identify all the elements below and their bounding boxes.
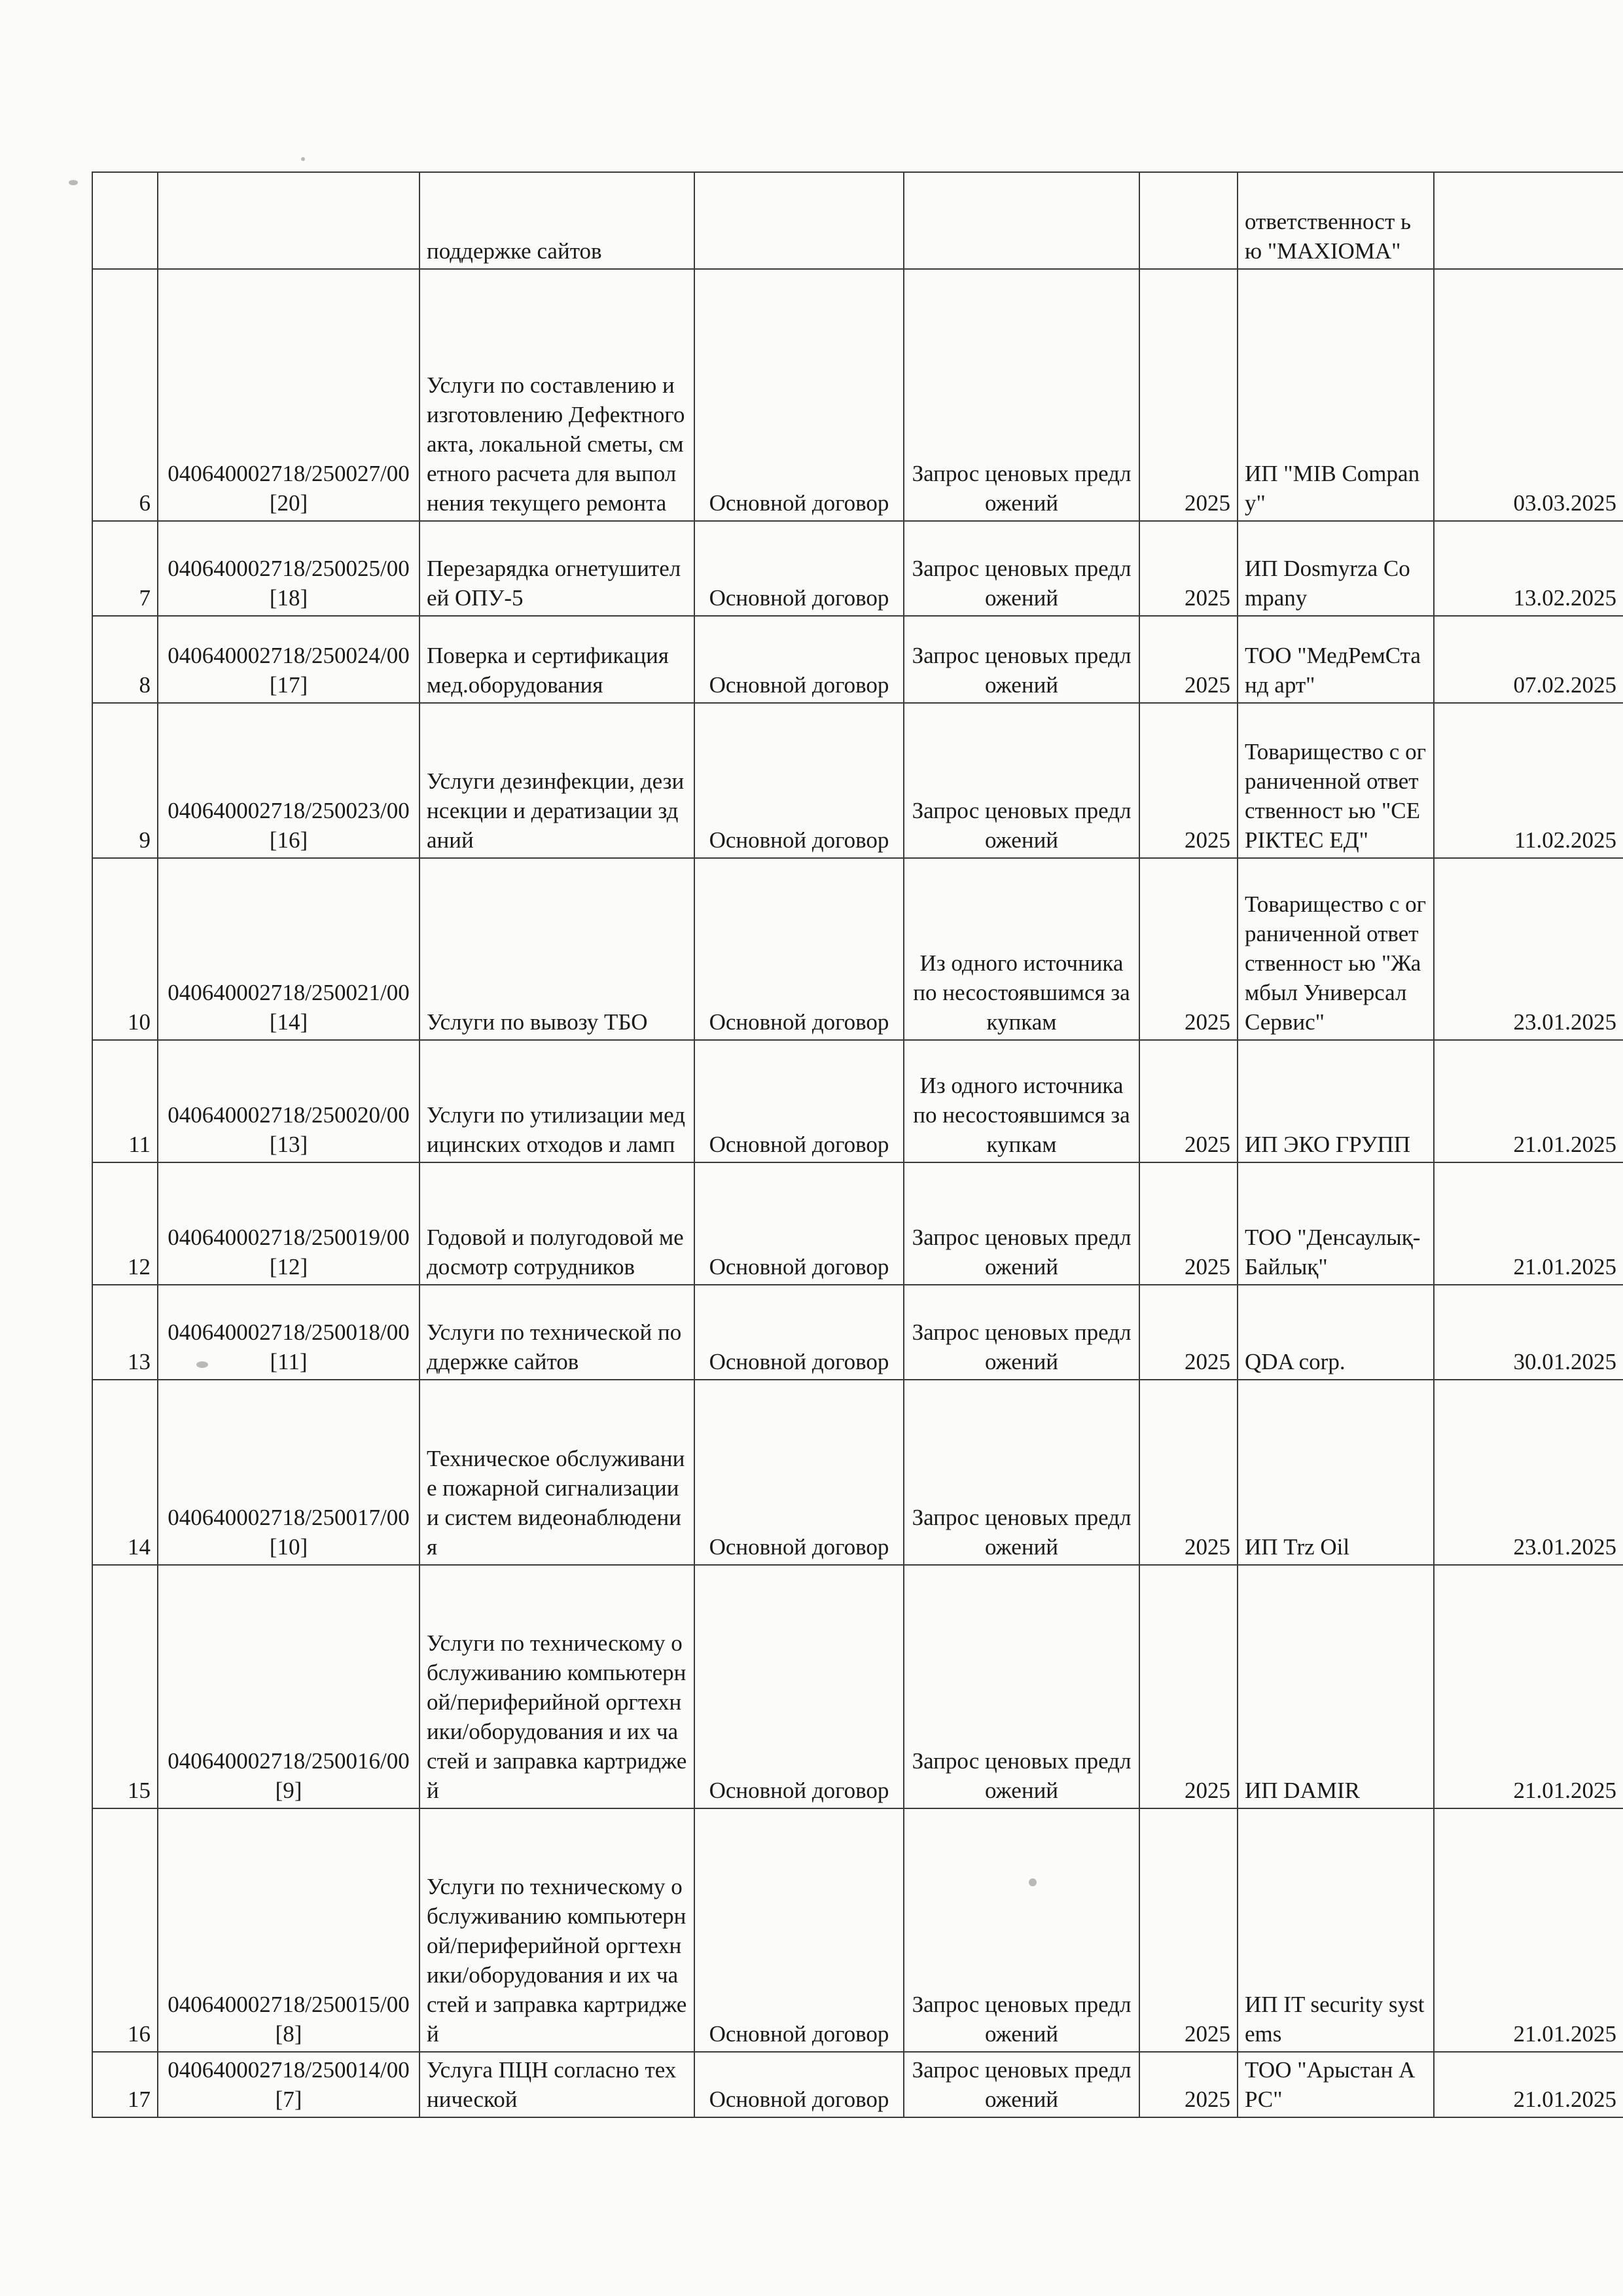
row-number-cell: 13	[92, 1285, 158, 1380]
contract-type-cell: Основной договор	[694, 616, 904, 703]
scan-speck	[69, 180, 78, 185]
procurement-method-cell: Запрос ценовых предложений	[904, 521, 1139, 616]
contract-id-cell: 040640002718/250017/00 [10]	[158, 1380, 419, 1565]
table-row	[92, 1565, 1623, 1808]
procurement-method-cell: Запрос ценовых предложений	[904, 1380, 1139, 1565]
supplier-cell: ТОО "МедРемСтанд арт"	[1238, 616, 1434, 703]
contract-id-cell: 040640002718/250025/00 [18]	[158, 521, 419, 616]
supplier-cell: ТОО "Арыстан АРС"	[1238, 2052, 1434, 2117]
row-number-cell: 15	[92, 1565, 158, 1808]
year-cell: 2025	[1139, 1162, 1238, 1285]
subject-cell: Услуги по техническому обслуживанию компьютерной/периферийной оргтехники/оборудования и их частей и заправка картриджей	[419, 1808, 694, 2052]
year-cell: 2025	[1139, 703, 1238, 858]
supplier-cell: ИП "MIB Company"	[1238, 269, 1434, 521]
supplier-cell: ответственност ью "MAXIOMA"	[1238, 172, 1434, 269]
year-cell: 2025	[1139, 616, 1238, 703]
table-row	[92, 1380, 1623, 1565]
table-row	[92, 172, 1623, 269]
supplier-cell: Товарищество с ограниченной ответственност ью "СЕРІКТЕС ЕД"	[1238, 703, 1434, 858]
contract-type-cell: Основной договор	[694, 1808, 904, 2052]
row-number-cell: 10	[92, 858, 158, 1040]
subject-cell: Техническое обслуживание пожарной сигнализации и систем видеонаблюдения	[419, 1380, 694, 1565]
contract-date-cell: 30.01.2025	[1434, 1285, 1623, 1380]
subject-cell: Услуги по техническому обслуживанию компьютерной/периферийной оргтехники/оборудования и их частей и заправка картриджей	[419, 1565, 694, 1808]
contract-type-cell: Основной договор	[694, 269, 904, 521]
supplier-cell: ИП ЭКО ГРУПП	[1238, 1040, 1434, 1162]
contract-id-cell	[158, 172, 419, 269]
contract-date-cell: 21.01.2025	[1434, 1565, 1623, 1808]
contract-date-cell: 21.01.2025	[1434, 2052, 1623, 2117]
procurement-method-cell: Из одного источника по несостоявшимся закупкам	[904, 858, 1139, 1040]
contract-id-cell: 040640002718/250015/00 [8]	[158, 1808, 419, 2052]
contract-date-cell	[1434, 172, 1623, 269]
contract-type-cell: Основной договор	[694, 521, 904, 616]
contract-type-cell: Основной договор	[694, 2052, 904, 2117]
supplier-cell: Товарищество с ограниченной ответственност ью "Жамбыл Универсал Сервис"	[1238, 858, 1434, 1040]
contract-type-cell: Основной договор	[694, 1285, 904, 1380]
contract-type-cell	[694, 172, 904, 269]
contract-date-cell: 21.01.2025	[1434, 1162, 1623, 1285]
year-cell: 2025	[1139, 1040, 1238, 1162]
contracts-table-body	[92, 172, 1623, 2117]
subject-cell: Услуги по вывозу ТБО	[419, 858, 694, 1040]
row-number-cell: 12	[92, 1162, 158, 1285]
row-number-cell: 9	[92, 703, 158, 858]
supplier-cell: QDA corp.	[1238, 1285, 1434, 1380]
contract-type-cell: Основной договор	[694, 1040, 904, 1162]
contract-type-cell: Основной договор	[694, 858, 904, 1040]
contract-type-cell: Основной договор	[694, 1380, 904, 1565]
contracts-table	[92, 171, 1623, 2118]
subject-cell: Услуги по утилизации медицинских отходов и ламп	[419, 1040, 694, 1162]
row-number-cell: 14	[92, 1380, 158, 1565]
contract-id-cell: 040640002718/250019/00 [12]	[158, 1162, 419, 1285]
contract-date-cell: 13.02.2025	[1434, 521, 1623, 616]
contract-id-cell: 040640002718/250014/00 [7]	[158, 2052, 419, 2117]
contract-date-cell: 21.01.2025	[1434, 1040, 1623, 1162]
contract-date-cell: 07.02.2025	[1434, 616, 1623, 703]
contract-date-cell: 11.02.2025	[1434, 703, 1623, 858]
procurement-method-cell: Запрос ценовых предложений	[904, 1285, 1139, 1380]
year-cell: 2025	[1139, 1808, 1238, 2052]
year-cell: 2025	[1139, 2052, 1238, 2117]
table-row	[92, 858, 1623, 1040]
year-cell: 2025	[1139, 1380, 1238, 1565]
contract-date-cell: 03.03.2025	[1434, 269, 1623, 521]
supplier-cell: ИП DAMIR	[1238, 1565, 1434, 1808]
subject-cell: Услуги по составлению и изготовлению Дефектного акта, локальной сметы, сметного расчета для выполнения текущего ремонта	[419, 269, 694, 521]
procurement-method-cell: Из одного источника по несостоявшимся закупкам	[904, 1040, 1139, 1162]
supplier-cell: ИП IT security systems	[1238, 1808, 1434, 2052]
contract-id-cell: 040640002718/250024/00 [17]	[158, 616, 419, 703]
supplier-cell: ИП Dosmyrza Company	[1238, 521, 1434, 616]
row-number-cell: 6	[92, 269, 158, 521]
subject-cell: Перезарядка огнетушителей ОПУ-5	[419, 521, 694, 616]
table-row	[92, 521, 1623, 616]
procurement-method-cell: Запрос ценовых предложений	[904, 2052, 1139, 2117]
procurement-method-cell: Запрос ценовых предложений	[904, 1162, 1139, 1285]
year-cell: 2025	[1139, 1285, 1238, 1380]
scan-speck	[1029, 1878, 1037, 1886]
table-row	[92, 1808, 1623, 2052]
contract-type-cell: Основной договор	[694, 1565, 904, 1808]
row-number-cell: 16	[92, 1808, 158, 2052]
procurement-method-cell: Запрос ценовых предложений	[904, 703, 1139, 858]
table-row	[92, 1162, 1623, 1285]
procurement-method-cell: Запрос ценовых предложений	[904, 1808, 1139, 2052]
subject-cell: Услуга ПЦН согласно технической	[419, 2052, 694, 2117]
subject-cell: поддержке сайтов	[419, 172, 694, 269]
contract-id-cell: 040640002718/250018/00 [11]	[158, 1285, 419, 1380]
row-number-cell: 17	[92, 2052, 158, 2117]
row-number-cell: 11	[92, 1040, 158, 1162]
year-cell: 2025	[1139, 269, 1238, 521]
contract-id-cell: 040640002718/250020/00 [13]	[158, 1040, 419, 1162]
table-row	[92, 1040, 1623, 1162]
table-row	[92, 616, 1623, 703]
row-number-cell: 7	[92, 521, 158, 616]
supplier-cell: ТОО "Денсаулық-Байлық"	[1238, 1162, 1434, 1285]
contract-type-cell: Основной договор	[694, 703, 904, 858]
subject-cell: Годовой и полугодовой медосмотр сотрудников	[419, 1162, 694, 1285]
year-cell: 2025	[1139, 521, 1238, 616]
table-row	[92, 1285, 1623, 1380]
year-cell: 2025	[1139, 1565, 1238, 1808]
table-row	[92, 2052, 1623, 2117]
contract-date-cell: 23.01.2025	[1434, 858, 1623, 1040]
table-row	[92, 703, 1623, 858]
procurement-method-cell	[904, 172, 1139, 269]
contract-id-cell: 040640002718/250016/00 [9]	[158, 1565, 419, 1808]
row-number-cell	[92, 172, 158, 269]
subject-cell: Поверка и сертификация мед.оборудования	[419, 616, 694, 703]
contract-id-cell: 040640002718/250027/00 [20]	[158, 269, 419, 521]
year-cell: 2025	[1139, 858, 1238, 1040]
contract-id-cell: 040640002718/250023/00 [16]	[158, 703, 419, 858]
year-cell	[1139, 172, 1238, 269]
supplier-cell: ИП Trz Oil	[1238, 1380, 1434, 1565]
table-row	[92, 269, 1623, 521]
row-number-cell: 8	[92, 616, 158, 703]
scan-speck	[301, 157, 305, 161]
contract-id-cell: 040640002718/250021/00 [14]	[158, 858, 419, 1040]
contract-date-cell: 23.01.2025	[1434, 1380, 1623, 1565]
contract-date-cell: 21.01.2025	[1434, 1808, 1623, 2052]
subject-cell: Услуги по технической поддержке сайтов	[419, 1285, 694, 1380]
contract-type-cell: Основной договор	[694, 1162, 904, 1285]
subject-cell: Услуги дезинфекции, дезинсекции и дератизации зданий	[419, 703, 694, 858]
procurement-method-cell: Запрос ценовых предложений	[904, 269, 1139, 521]
procurement-method-cell: Запрос ценовых предложений	[904, 1565, 1139, 1808]
procurement-method-cell: Запрос ценовых предложений	[904, 616, 1139, 703]
scan-speck	[196, 1361, 208, 1368]
